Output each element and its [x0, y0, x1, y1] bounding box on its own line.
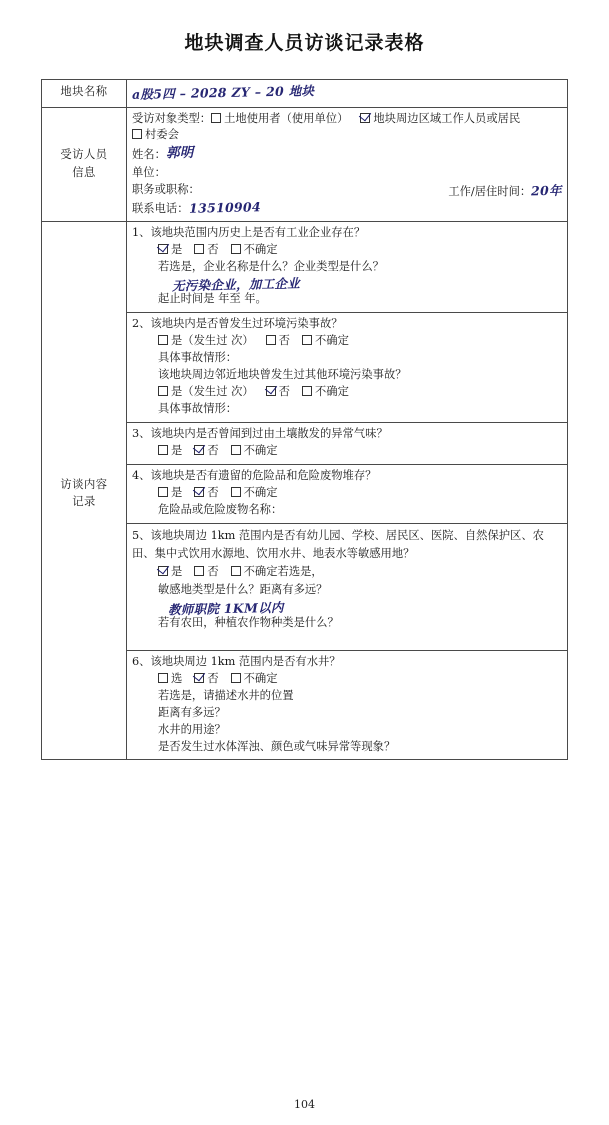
question-6-text — [132, 654, 562, 671]
interviewee-type-option-3-label: 村委会 — [145, 128, 179, 142]
interviewee-fields-cell — [127, 107, 568, 222]
question-1-text — [132, 225, 562, 242]
checkbox-checked-icon[interactable] — [194, 487, 204, 497]
interviewee-work-time-value[interactable]: 20年 — [531, 182, 563, 198]
q5-option-3[interactable] — [231, 565, 323, 578]
q6-option-3-label: 不确定 — [243, 671, 278, 685]
q1-option-2-label: 否 — [207, 243, 219, 257]
question-4-options — [132, 485, 562, 502]
question-4-text — [132, 468, 562, 485]
interviewee-unit-row — [132, 165, 562, 182]
question-1-followup-1: 若选是，企业名称是什么？企业类型是什么？ — [158, 260, 384, 274]
question-5-options — [132, 563, 562, 581]
q3-option-2[interactable] — [194, 444, 218, 457]
question-1-title: 该地块范围内历史上是否有工业企业存在？ — [150, 226, 366, 240]
interview-content-label-spacer-2 — [42, 313, 127, 423]
q3-option-3[interactable] — [231, 444, 278, 457]
q2-option-1-label: 是（发生过 次） — [171, 334, 254, 348]
q2-option-1[interactable] — [158, 334, 254, 347]
checkbox-icon[interactable] — [194, 566, 204, 576]
question-5-number: 5、 — [132, 528, 151, 542]
interviewee-name-value[interactable]: 郭明 — [165, 145, 194, 162]
question-6-followup-4: 是否发生过水体浑浊、颜色或气味异常等现象？ — [158, 739, 396, 753]
interviewee-section-label-line1: 受访人员 — [60, 148, 108, 162]
interview-form — [41, 79, 568, 760]
question-2-followup-1: 具体事故情形： — [158, 351, 238, 365]
q4-option-2-label: 否 — [207, 485, 219, 499]
checkbox-checked-icon[interactable] — [360, 113, 370, 123]
question-2-text — [132, 316, 562, 333]
question-4-title: 该地块是否有遗留的危险品和危险废物堆存？ — [150, 468, 377, 482]
question-5-answer-handwriting[interactable]: 教师职院 1KM以内 — [167, 599, 284, 617]
q6-option-2[interactable] — [194, 672, 218, 685]
question-3-cell — [127, 422, 568, 464]
question-5-title: 该地块周边 1km 范围内是否有幼儿园、学校、居民区、医院、自然保护区、农田、集中式饮用水源地、饮用水井、地表水等敏感用地？ — [132, 528, 544, 560]
question-1-cell — [127, 222, 568, 313]
interviewee-section-label-line2: 信息 — [72, 165, 96, 179]
interviewee-type-prompt: 受访对象类型： — [132, 111, 212, 125]
question-4-number: 4、 — [132, 468, 151, 482]
interviewee-type-option-2[interactable] — [360, 112, 520, 125]
question-3-number: 3、 — [132, 426, 151, 440]
table-row-question-2 — [42, 313, 568, 423]
question-1-options — [132, 242, 562, 259]
interviewee-section-label — [42, 107, 127, 222]
plot-name-handwriting: а股5四 – 2028 ZY – 20 地块 — [131, 83, 315, 102]
question-2-options-2 — [132, 384, 562, 401]
question-5-answer-row — [132, 599, 562, 617]
interviewee-work-time-label: 工作/居住时间： — [448, 184, 532, 198]
q2-option-2[interactable] — [266, 334, 290, 347]
table-row-question-5 — [42, 523, 568, 650]
checkbox-icon[interactable] — [231, 445, 241, 455]
interview-content-label-line1: 访谈内容 — [60, 477, 108, 491]
q3-option-3-label: 不确定 — [243, 443, 278, 457]
checkbox-checked-icon[interactable] — [158, 566, 168, 576]
question-6-options — [132, 671, 562, 688]
checkbox-icon[interactable] — [211, 113, 221, 123]
interviewee-name-row — [132, 144, 562, 164]
q3-option-1-label: 是 — [171, 443, 183, 457]
interviewee-position-label: 职务或职称： — [132, 182, 200, 196]
question-3-text — [132, 426, 562, 443]
q5-option-1-label: 是 — [171, 564, 183, 578]
q6-option-1[interactable] — [158, 672, 182, 685]
interviewee-type-option-3[interactable] — [132, 128, 179, 141]
question-2-title: 该地块内是否曾发生过环境污染事故？ — [150, 317, 343, 331]
interview-content-label-spacer-5 — [42, 523, 127, 650]
q2b-option-1[interactable] — [158, 385, 254, 398]
q2b-option-2-label: 否 — [278, 384, 290, 398]
q1-option-3[interactable] — [231, 243, 278, 256]
page-number: 104 — [294, 1098, 315, 1111]
q6-option-3[interactable] — [231, 672, 278, 685]
checkbox-icon[interactable] — [231, 673, 241, 683]
question-6-followup-2: 距离有多远？ — [158, 705, 226, 719]
q1-option-1[interactable] — [158, 243, 182, 256]
question-6-followup-3: 水井的用途？ — [158, 722, 226, 736]
interviewee-type-row — [132, 111, 562, 145]
interviewee-phone-label: 联系电话： — [132, 201, 189, 215]
checkbox-icon[interactable] — [158, 673, 168, 683]
interviewee-phone-row — [132, 199, 562, 218]
question-6-title: 该地块周边 1km 范围内是否有水井？ — [150, 654, 341, 668]
q6-option-2-label: 否 — [207, 671, 219, 685]
q2-option-2-label: 否 — [278, 334, 290, 348]
interviewee-type-option-2-label: 地块周边区域工作人员或居民 — [373, 111, 521, 125]
q1-option-3-label: 不确定 — [243, 243, 278, 257]
page-title: 地块调查人员访谈记录表格 — [184, 32, 425, 54]
checkbox-icon[interactable] — [158, 487, 168, 497]
question-1-answer-row — [132, 275, 562, 294]
table-row-question-6 — [42, 650, 568, 760]
q5-option-3-label: 不确定若选是， — [243, 564, 323, 578]
plot-name-value-cell — [127, 80, 568, 108]
question-2-followup-2: 该地块周边邻近地块曾发生过其他环境污染事故？ — [158, 368, 407, 381]
q4-option-1[interactable] — [158, 486, 182, 499]
table-row-interviewee — [42, 107, 568, 222]
checkbox-icon[interactable] — [194, 244, 204, 254]
question-3-options — [132, 443, 562, 460]
table-row-question-4 — [42, 464, 568, 523]
q3-option-1[interactable] — [158, 444, 182, 457]
interview-content-label-spacer-1 — [42, 222, 127, 313]
question-4-followup-1: 危险品或危险废物名称： — [158, 502, 283, 516]
checkbox-icon[interactable] — [266, 335, 276, 345]
question-3-title: 该地块内是否曾闻到过由土壤散发的异常气味？ — [150, 426, 388, 440]
question-1-answer-handwriting[interactable]: 无污染企业，加工企业 — [171, 275, 301, 294]
interview-content-label-line2: 记录 — [72, 495, 96, 509]
question-4-cell — [127, 464, 568, 523]
checkbox-icon[interactable] — [302, 386, 312, 396]
q5-option-1[interactable] — [158, 565, 182, 578]
q5-option-2[interactable] — [194, 565, 218, 578]
q2b-option-3-label: 不确定 — [314, 384, 349, 398]
checkbox-icon[interactable] — [132, 129, 142, 139]
interviewee-phone-value[interactable]: 13510904 — [188, 198, 261, 216]
q6-option-1-label: 选 — [171, 671, 183, 685]
question-2-number: 2、 — [132, 317, 151, 331]
q4-option-3-label: 不确定 — [243, 485, 278, 499]
question-2-followup-3: 具体事故情形： — [158, 401, 238, 415]
q2-option-3[interactable] — [302, 334, 349, 347]
checkbox-checked-icon[interactable] — [266, 386, 276, 396]
question-1-date-line: 起止时间是 年至 年。 — [158, 292, 267, 306]
question-6-cell — [127, 650, 568, 760]
question-6-number: 6、 — [132, 654, 151, 668]
checkbox-icon[interactable] — [231, 244, 241, 254]
q4-option-2[interactable] — [194, 486, 218, 499]
q2b-option-3[interactable] — [302, 385, 349, 398]
question-5-followup-2: 若有农田，种植农作物种类是什么？ — [158, 615, 339, 629]
plot-name-label: 地块名称 — [42, 80, 127, 108]
q1-option-1-label: 是 — [171, 243, 183, 257]
question-5-cell — [127, 523, 568, 650]
interview-table — [41, 79, 568, 760]
interviewee-name-label: 姓名： — [132, 148, 166, 162]
question-1-number: 1、 — [132, 226, 151, 240]
q2b-option-2[interactable] — [266, 385, 290, 398]
question-5-blank-line — [132, 632, 562, 646]
q1-option-2[interactable] — [194, 243, 218, 256]
q4-option-1-label: 是 — [171, 485, 183, 499]
interviewee-type-option-1[interactable] — [211, 112, 348, 125]
q3-option-2-label: 否 — [207, 443, 219, 457]
document-page — [0, 28, 609, 1125]
table-row-question-1 — [42, 222, 568, 313]
checkbox-icon[interactable] — [231, 487, 241, 497]
question-5-followup-1: 敏感地类型是什么？距离有多远？ — [158, 582, 328, 596]
table-row-question-3 — [42, 422, 568, 464]
interviewee-position-row — [132, 182, 562, 199]
table-row-plot-name — [42, 80, 568, 108]
checkbox-icon[interactable] — [158, 335, 168, 345]
question-2-options — [132, 333, 562, 350]
interview-content-label-spacer-6 — [42, 650, 127, 760]
interviewee-work-time-row — [448, 182, 562, 201]
checkbox-icon[interactable] — [158, 386, 168, 396]
interviewee-unit-label: 单位： — [132, 165, 166, 179]
interview-content-label-spacer-3 — [42, 422, 127, 464]
checkbox-checked-icon[interactable] — [194, 673, 204, 683]
q4-option-3[interactable] — [231, 486, 278, 499]
q2-option-3-label: 不确定 — [314, 334, 349, 348]
interviewee-type-option-1-label: 土地使用者（使用单位） — [224, 111, 349, 125]
checkbox-icon[interactable] — [158, 445, 168, 455]
question-5-text — [132, 527, 562, 563]
q2b-option-1-label: 是（发生过 次） — [171, 384, 254, 398]
interview-content-label — [42, 464, 127, 523]
checkbox-icon[interactable] — [302, 335, 312, 345]
question-6-followup-1: 若选是，请描述水井的位置 — [158, 688, 294, 702]
q5-option-2-label: 否 — [207, 564, 219, 578]
question-2-cell — [127, 313, 568, 423]
checkbox-checked-icon[interactable] — [194, 445, 204, 455]
checkbox-icon[interactable] — [231, 566, 241, 576]
checkbox-checked-icon[interactable] — [158, 244, 168, 254]
